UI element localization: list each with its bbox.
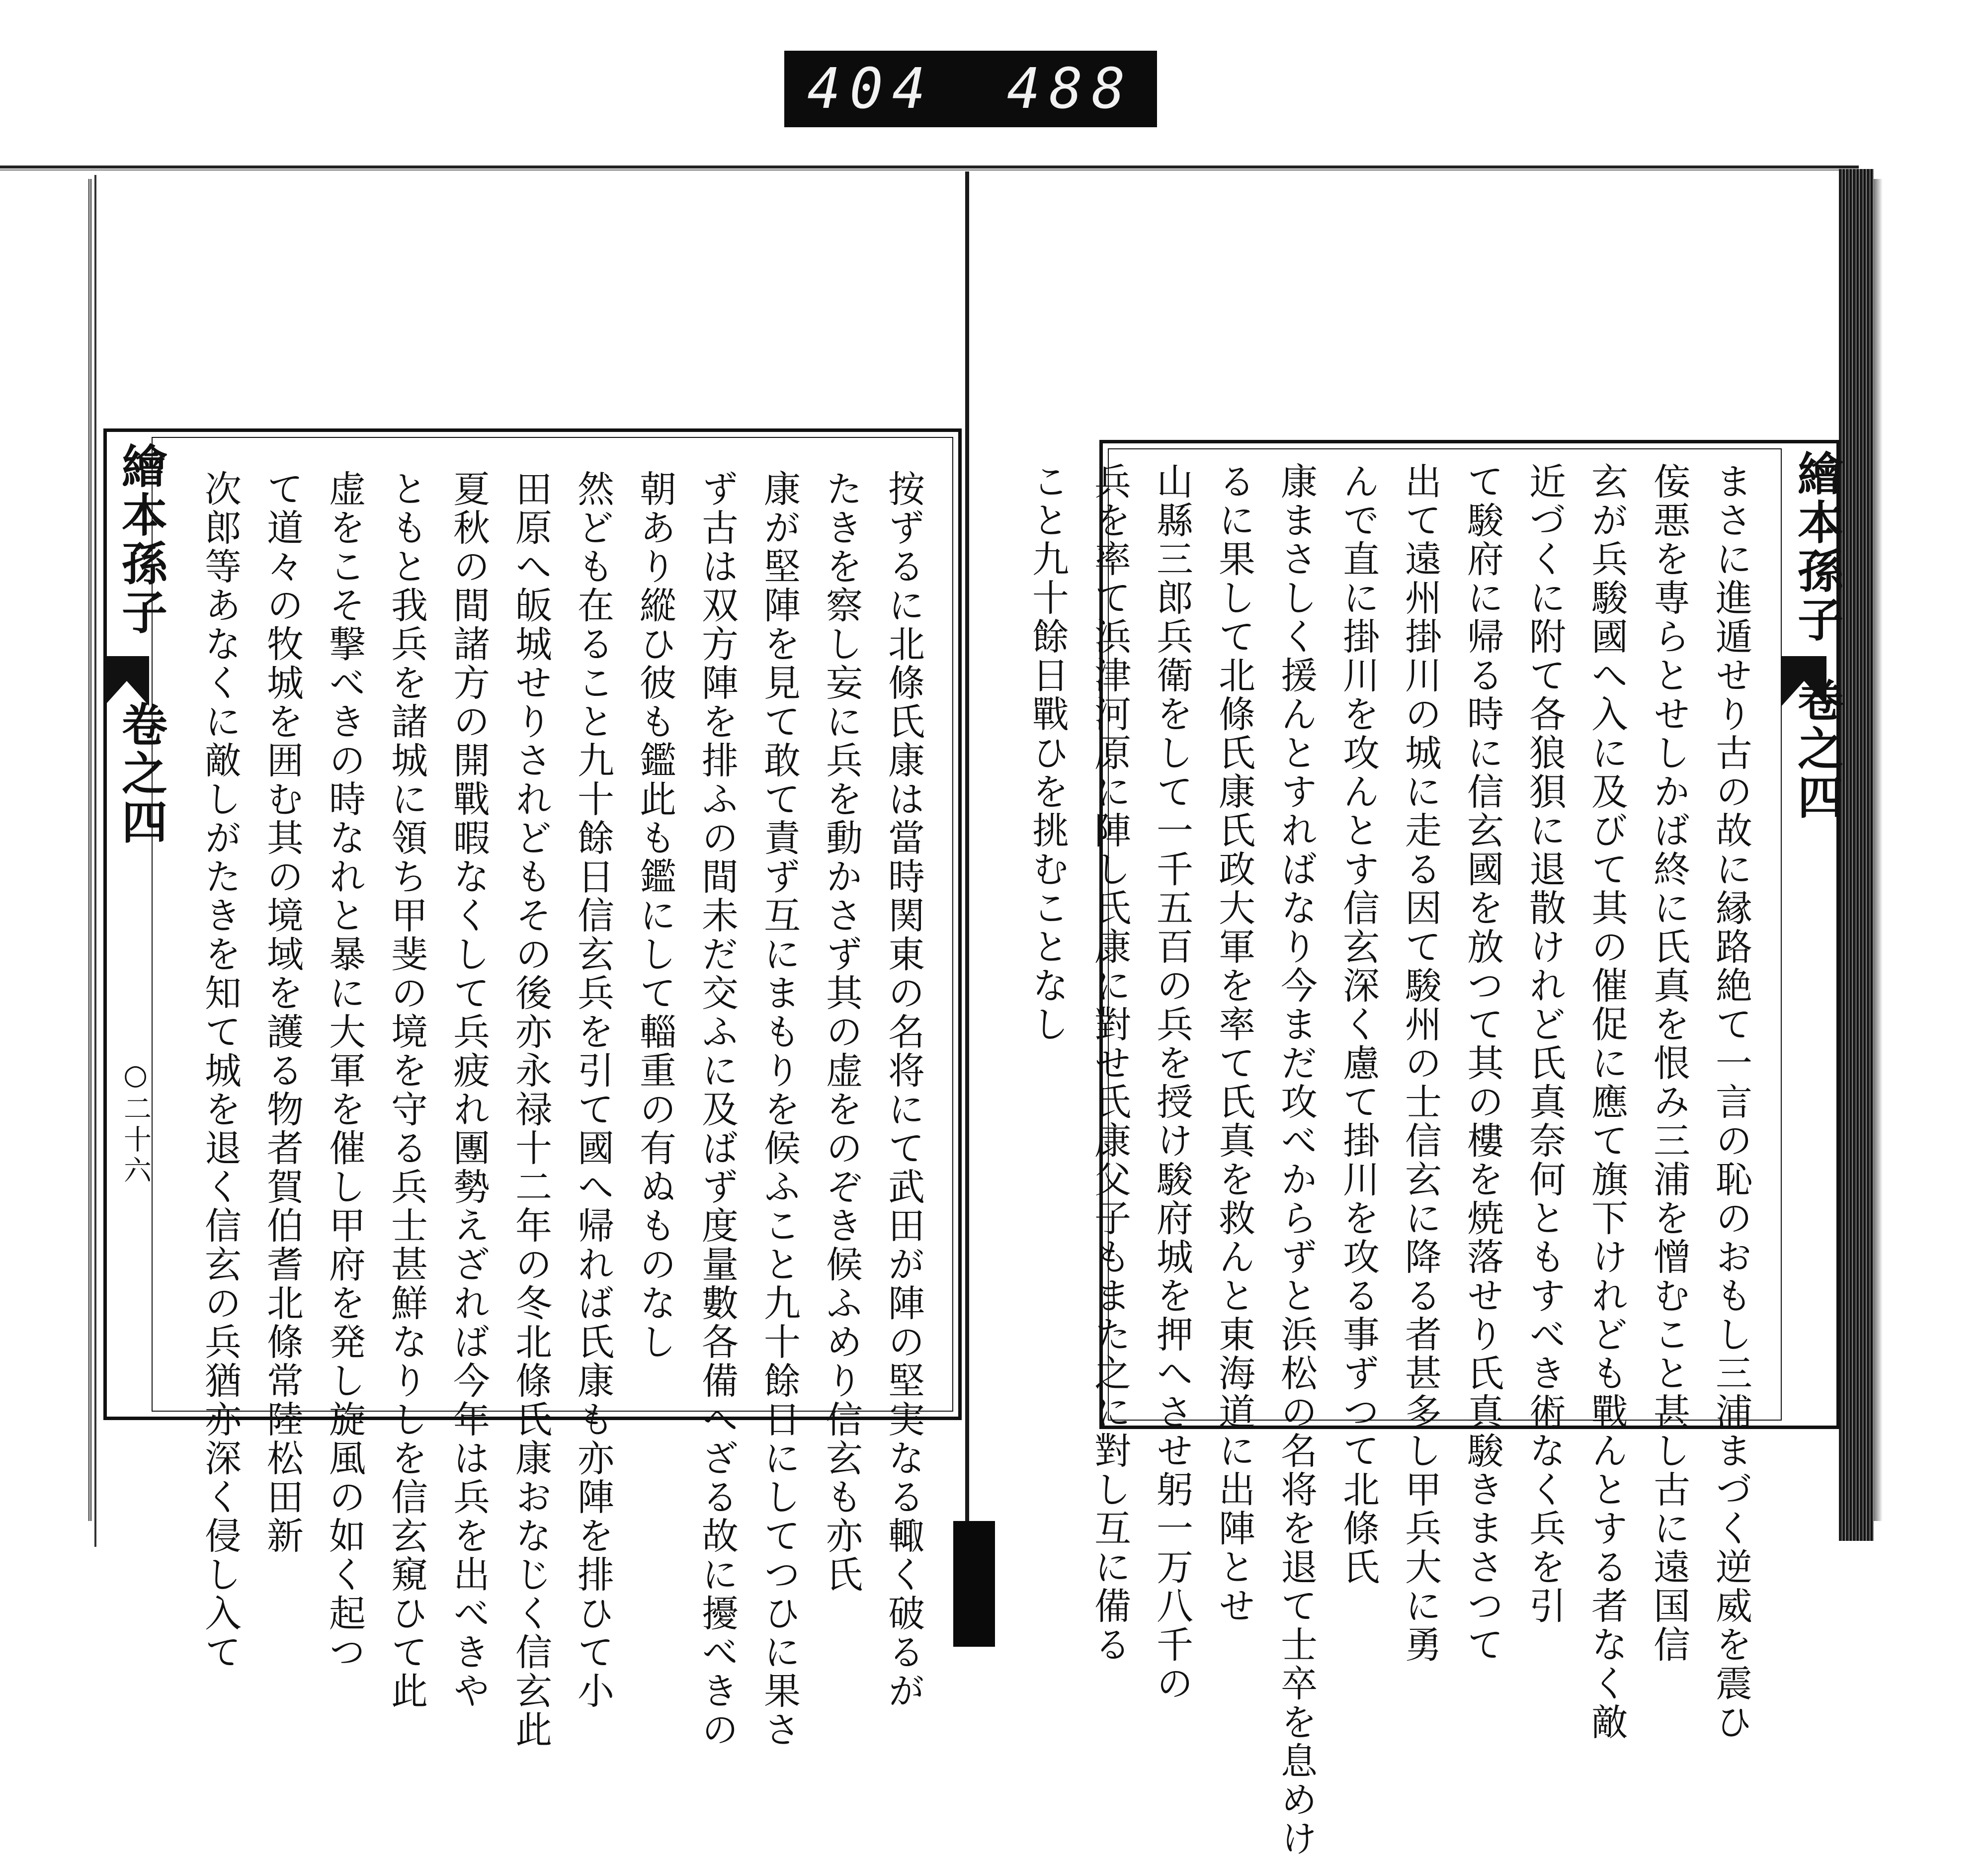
right-body-text [1026,462,1762,1858]
right-text-line: るに果して北條氏康氏政大軍を率て氏真を救んと東海道に出陣とせ [1213,462,1255,1625]
left-text-line: ず古は双方陣を排ふの間未だ交ふに及ばず度量數各備へざる故に擾べきの [696,470,739,1749]
right-text-line: て駿府に帰る時に信玄國を放つて其の樓を焼落せり氏真駿きまさつて [1461,462,1504,1664]
right-text-line: 近づくに附て各狼狽に退散けれど氏真奈何ともすべき術なく兵を引 [1523,462,1566,1625]
left-text-line: たきを察し妄に兵を動かさず其の虚をのぞき候ふめり信玄も亦氏 [820,470,863,1594]
catalog-left-number: 404 [807,57,935,121]
left-text-line: 按ずるに北條氏康は當時関東の名将にて武田が陣の堅実なる輙く破るが [882,470,925,1710]
left-text-line: 康が堅陣を見て敢て責ず互にまもりを候ふこと九十餘日にしてつひに果さ [758,470,801,1749]
left-body-text [159,470,934,1749]
left-text-line: 虚をこそ撃べきの時なれと暴に大軍を催し甲府を発し旋風の如く起つ [323,470,366,1672]
right-margin-title: 繪本孫子 [1790,450,1844,645]
left-fishtail-mark [104,656,149,706]
left-margin-title: 繪本孫子 [114,442,168,637]
right-text-line: まさに進遁せり古の故に縁路絶て一言の恥のおもし三浦まづく逆威を震ひ [1710,462,1752,1742]
right-text-line: んで直に掛川を攻んとす信玄深く慮て掛川を攻る事ずつて北條氏 [1337,462,1380,1587]
book-fore-edge [1839,169,1874,1541]
right-text-line: 出て遠州掛川の城に走る因て駿州の士信玄に降る者甚多し甲兵大に勇 [1399,462,1442,1664]
right-text-line: 侫悪を専らとせしかば終に氏真を恨み三浦を憎むこと甚し古に遠国信 [1648,462,1690,1664]
book-spine-shadow [953,1521,995,1647]
left-text-line: 田原へ皈城せりされどもその後亦永禄十二年の冬北條氏康おなじく信玄此 [509,470,552,1749]
left-page-edge [88,179,92,1521]
left-text-line: ともと我兵を諸城に領ち甲斐の境を守る兵士甚鮮なりしを信玄窺ひて此 [385,470,428,1710]
right-text-line: こと九十餘日戰ひを挑むことなし [1026,462,1069,1044]
left-text-line: 夏秋の間諸方の開戰暇なくして兵疲れ團勢えざれば今年は兵を出べきや [447,470,490,1710]
left-text-line: 然ども在ること九十餘日信玄兵を引て國へ帰れば氏康も亦陣を排ひて小 [572,470,614,1710]
right-text-line: 康まさしく援んとすればなり今まだ攻べからずと浜松の名将を退て士卒を息めけ [1275,462,1318,1858]
right-text-line: 玄が兵駿國へ入に及びて其の催促に應て旗下けれども戰んとする者なく敵 [1585,462,1628,1742]
left-page-number: ○二十六 [119,1059,152,1186]
left-text-line: 次郎等あなくに敵しがたきを知て城を退く信玄の兵猶亦深く侵し入て [199,470,242,1672]
scan-top-rule-secondary [0,169,1839,170]
book-gutter [965,171,969,1553]
left-text-line: 朝あり縱ひ彼も鑑此も鑑にして輜重の有ぬものなし [634,470,676,1361]
left-margin-volume: 卷之四 [114,701,168,847]
left-text-line: て道々の牧城を囲む其の境域を護る物者賀伯耆北條常陸松田新 [261,470,304,1555]
scan-top-rule [0,166,1859,169]
right-text-line: 山縣三郎兵衛をして一千五百の兵を授け駿府城を押へさせ躬一万八千の [1151,462,1193,1703]
right-text-line: 兵を率て浜津河原に陣し氏康に對せ氏康父子もまた之に對し互に備る [1088,462,1131,1664]
fore-edge-shadow [1874,179,1883,1521]
catalog-right-number: 488 [1006,57,1134,121]
right-margin-volume: 卷之四 [1790,676,1844,822]
catalog-number-label [784,51,1157,127]
